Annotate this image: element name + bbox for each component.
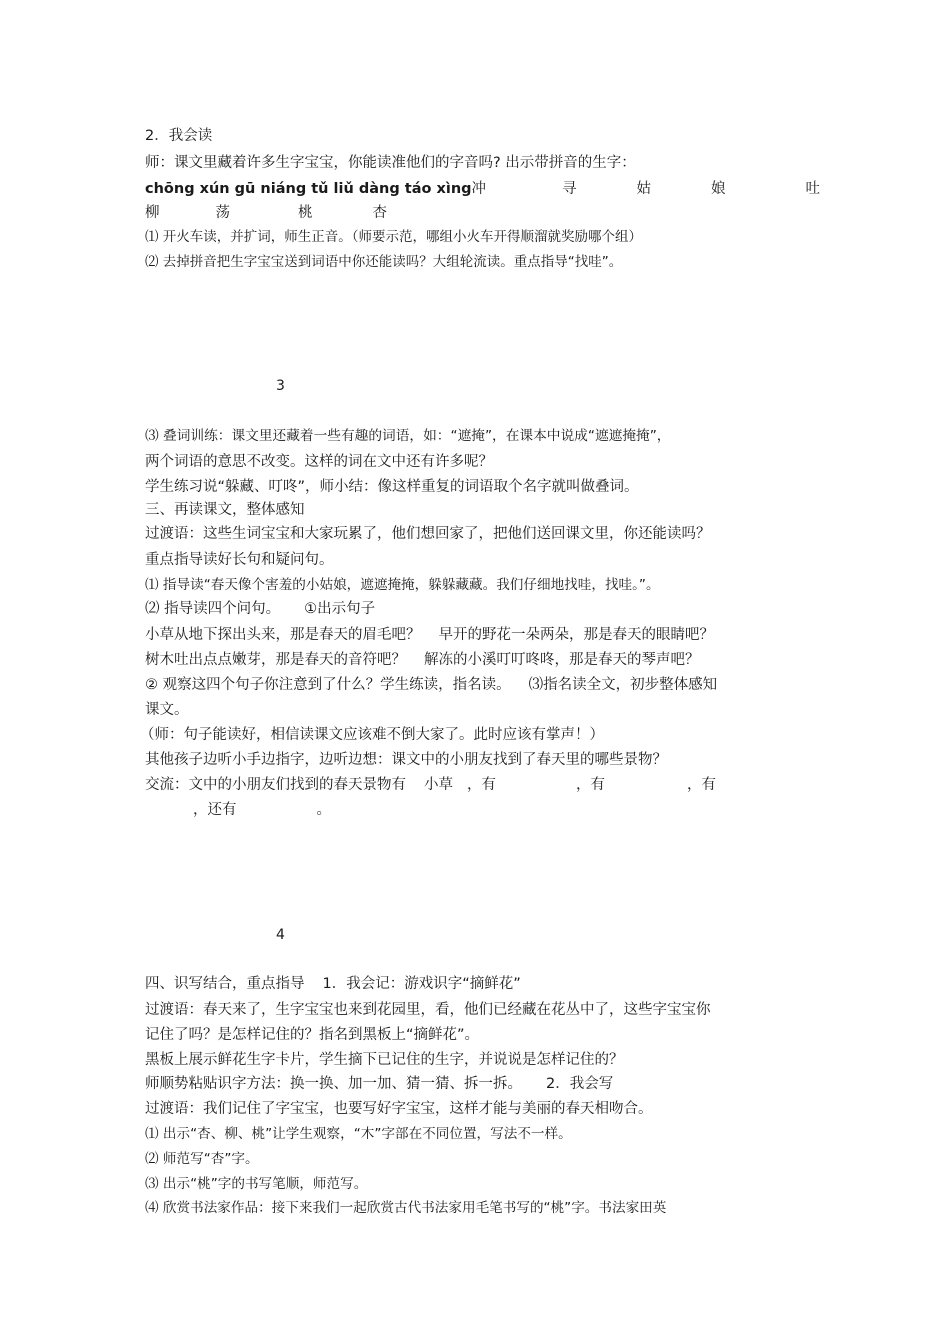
teacher-prompt: 师：课文里藏着许多生字宝宝，你能读准他们的字音吗? 出示带拼音的生字： [145,155,636,171]
method: 师顺势粘贴识字方法：换一换、加一加、猜一猜、拆一拆。 [145,1076,522,1092]
guide-1: ⑴ 指导读“春天像个害羞的小姑娘，遮遮掩掩，躲躲藏藏。我们仔细地找哇，找哇。”。 [145,577,660,593]
pinyin-line [145,179,820,199]
question-line-1 [145,625,714,645]
observe: ② 观察这四个句子你注意到了什么？学生练读，指名读。 [145,677,511,693]
method-line [145,1074,613,1094]
step-2: ⑵ 去掉拼音把生字宝宝送到词语中你还能读吗？大组轮流读。重点指导“找哇”。 [145,254,623,270]
step-1: ⑴ 开火车读，并扩词，师生正音。（师要示范，哪组小火车开得顺溜就奖励哪个组） [145,229,643,245]
page-number-4: 4 [276,927,285,943]
page-number-3: 3 [276,378,285,394]
write-step-1: ⑴ 出示“杏、柳、桃”让学生观察，“木”字部在不同位置，写法不一样。 [145,1126,572,1142]
question-3: 树木吐出点点嫩芽，那是春天的音符吧？ [145,652,406,668]
pinyin-text: chōng xún gū niáng tǔ liǔ dàng táo xìng [145,181,472,197]
chars-line-2 [145,203,387,223]
exchange-line-1 [145,775,716,795]
teacher-note: （师：句子能读好，相信读课文应该难不倒大家了。此时应该有掌声！） [140,727,604,743]
char-xing: 杏 [372,205,387,221]
text-word: 课文。 [145,702,189,718]
sub-heading-2: 2．我会写 [546,1076,614,1092]
exchange-end: 。 [316,802,331,818]
guide-2-line [145,599,375,619]
focus-line: 重点指导读好长句和疑问句。 [145,552,334,568]
exchange-line-2 [145,800,331,820]
transition-4-line-2: 记住了吗？是怎样记住的？指名到黑板上“摘鲜花”。 [145,1027,480,1043]
name-read: ⑶指名读全文，初步整体感知 [528,677,718,693]
show-sentence: ①出示句子 [304,601,376,617]
char-dang: 荡 [215,205,230,221]
section-heading-3: 三、再读课文，整体感知 [145,502,305,518]
observe-line [145,675,717,695]
question-2: 早开的野花一朵两朵，那是春天的眼睛吧？ [438,627,714,643]
transition-3: 过渡语：这些生词宝宝和大家玩累了，他们想回家了，把他们送回课文里，你还能读吗？ [145,526,711,542]
write-step-3: ⑶ 出示“桃”字的书写笔顺，师范写。 [145,1176,368,1192]
section-4-line [145,974,521,994]
guide-2: ⑵ 指导读四个问句。 [145,601,281,617]
section-heading-4: 四、识写结合，重点指导 [145,976,305,992]
char-tao: 桃 [298,205,313,221]
question-1: 小草从地下探出头来，那是春天的眉毛吧？ [145,627,421,643]
question-4: 解冻的小溪叮叮咚咚，那是春天的琴声吧？ [424,652,700,668]
char-tu: 吐 [805,181,821,197]
question-line-2 [145,650,700,670]
write-step-2: ⑵ 师范写“杏”字。 [145,1151,259,1167]
others-line: 其他孩子边听小手边指字，边听边想：课文中的小朋友找到了春天里的哪些景物？ [145,752,667,768]
write-step-4: ⑷ 欣赏书法家作品：接下来我们一起欣赏古代书法家用毛笔书写的“桃”字。书法家田英 [145,1200,667,1216]
step-3-line-1: ⑶ 叠词训练：课文里还藏着一些有趣的词语，如：“遮掩”，在课本中说成“遮遮掩掩”， [145,428,671,444]
exchange-intro: 交流：文中的小朋友们找到的春天景物有 [145,777,406,793]
practice-line: 学生练习说“躲藏、叮咚”，师小结：像这样重复的词语取个名字就叫做叠词。 [145,479,639,495]
step-3-line-2: 两个词语的意思不改变。这样的词在文中还有许多呢？ [145,454,493,470]
char-gu: 姑 [636,181,652,197]
char-niang: 娘 [711,181,726,197]
section-heading-2: 2．我会读 [145,128,213,144]
exchange-you-2: ，有 [576,777,605,793]
char-liu: 柳 [145,205,160,221]
transition-4-2: 过渡语：我们记住了字宝宝，也要写好字宝宝，这样才能与美丽的春天相吻合。 [145,1101,653,1117]
char-chong: 冲 [471,181,487,197]
char-xun: 寻 [562,181,577,197]
board-line: 黑板上展示鲜花生字卡片，学生摘下已记住的生字，并说说是怎样记住的？ [145,1052,624,1068]
sub-heading-1: 1．我会记：游戏识字“摘鲜花” [322,976,521,992]
exchange-still: ，还有 [193,802,237,818]
exchange-grass: 小草 [424,777,453,793]
exchange-you-3: ，有 [687,777,716,793]
exchange-you-1: ，有 [467,777,496,793]
transition-4-line-1: 过渡语：春天来了，生字宝宝也来到花园里，看，他们已经藏在花丛中了，这些字宝宝你 [145,1002,711,1018]
